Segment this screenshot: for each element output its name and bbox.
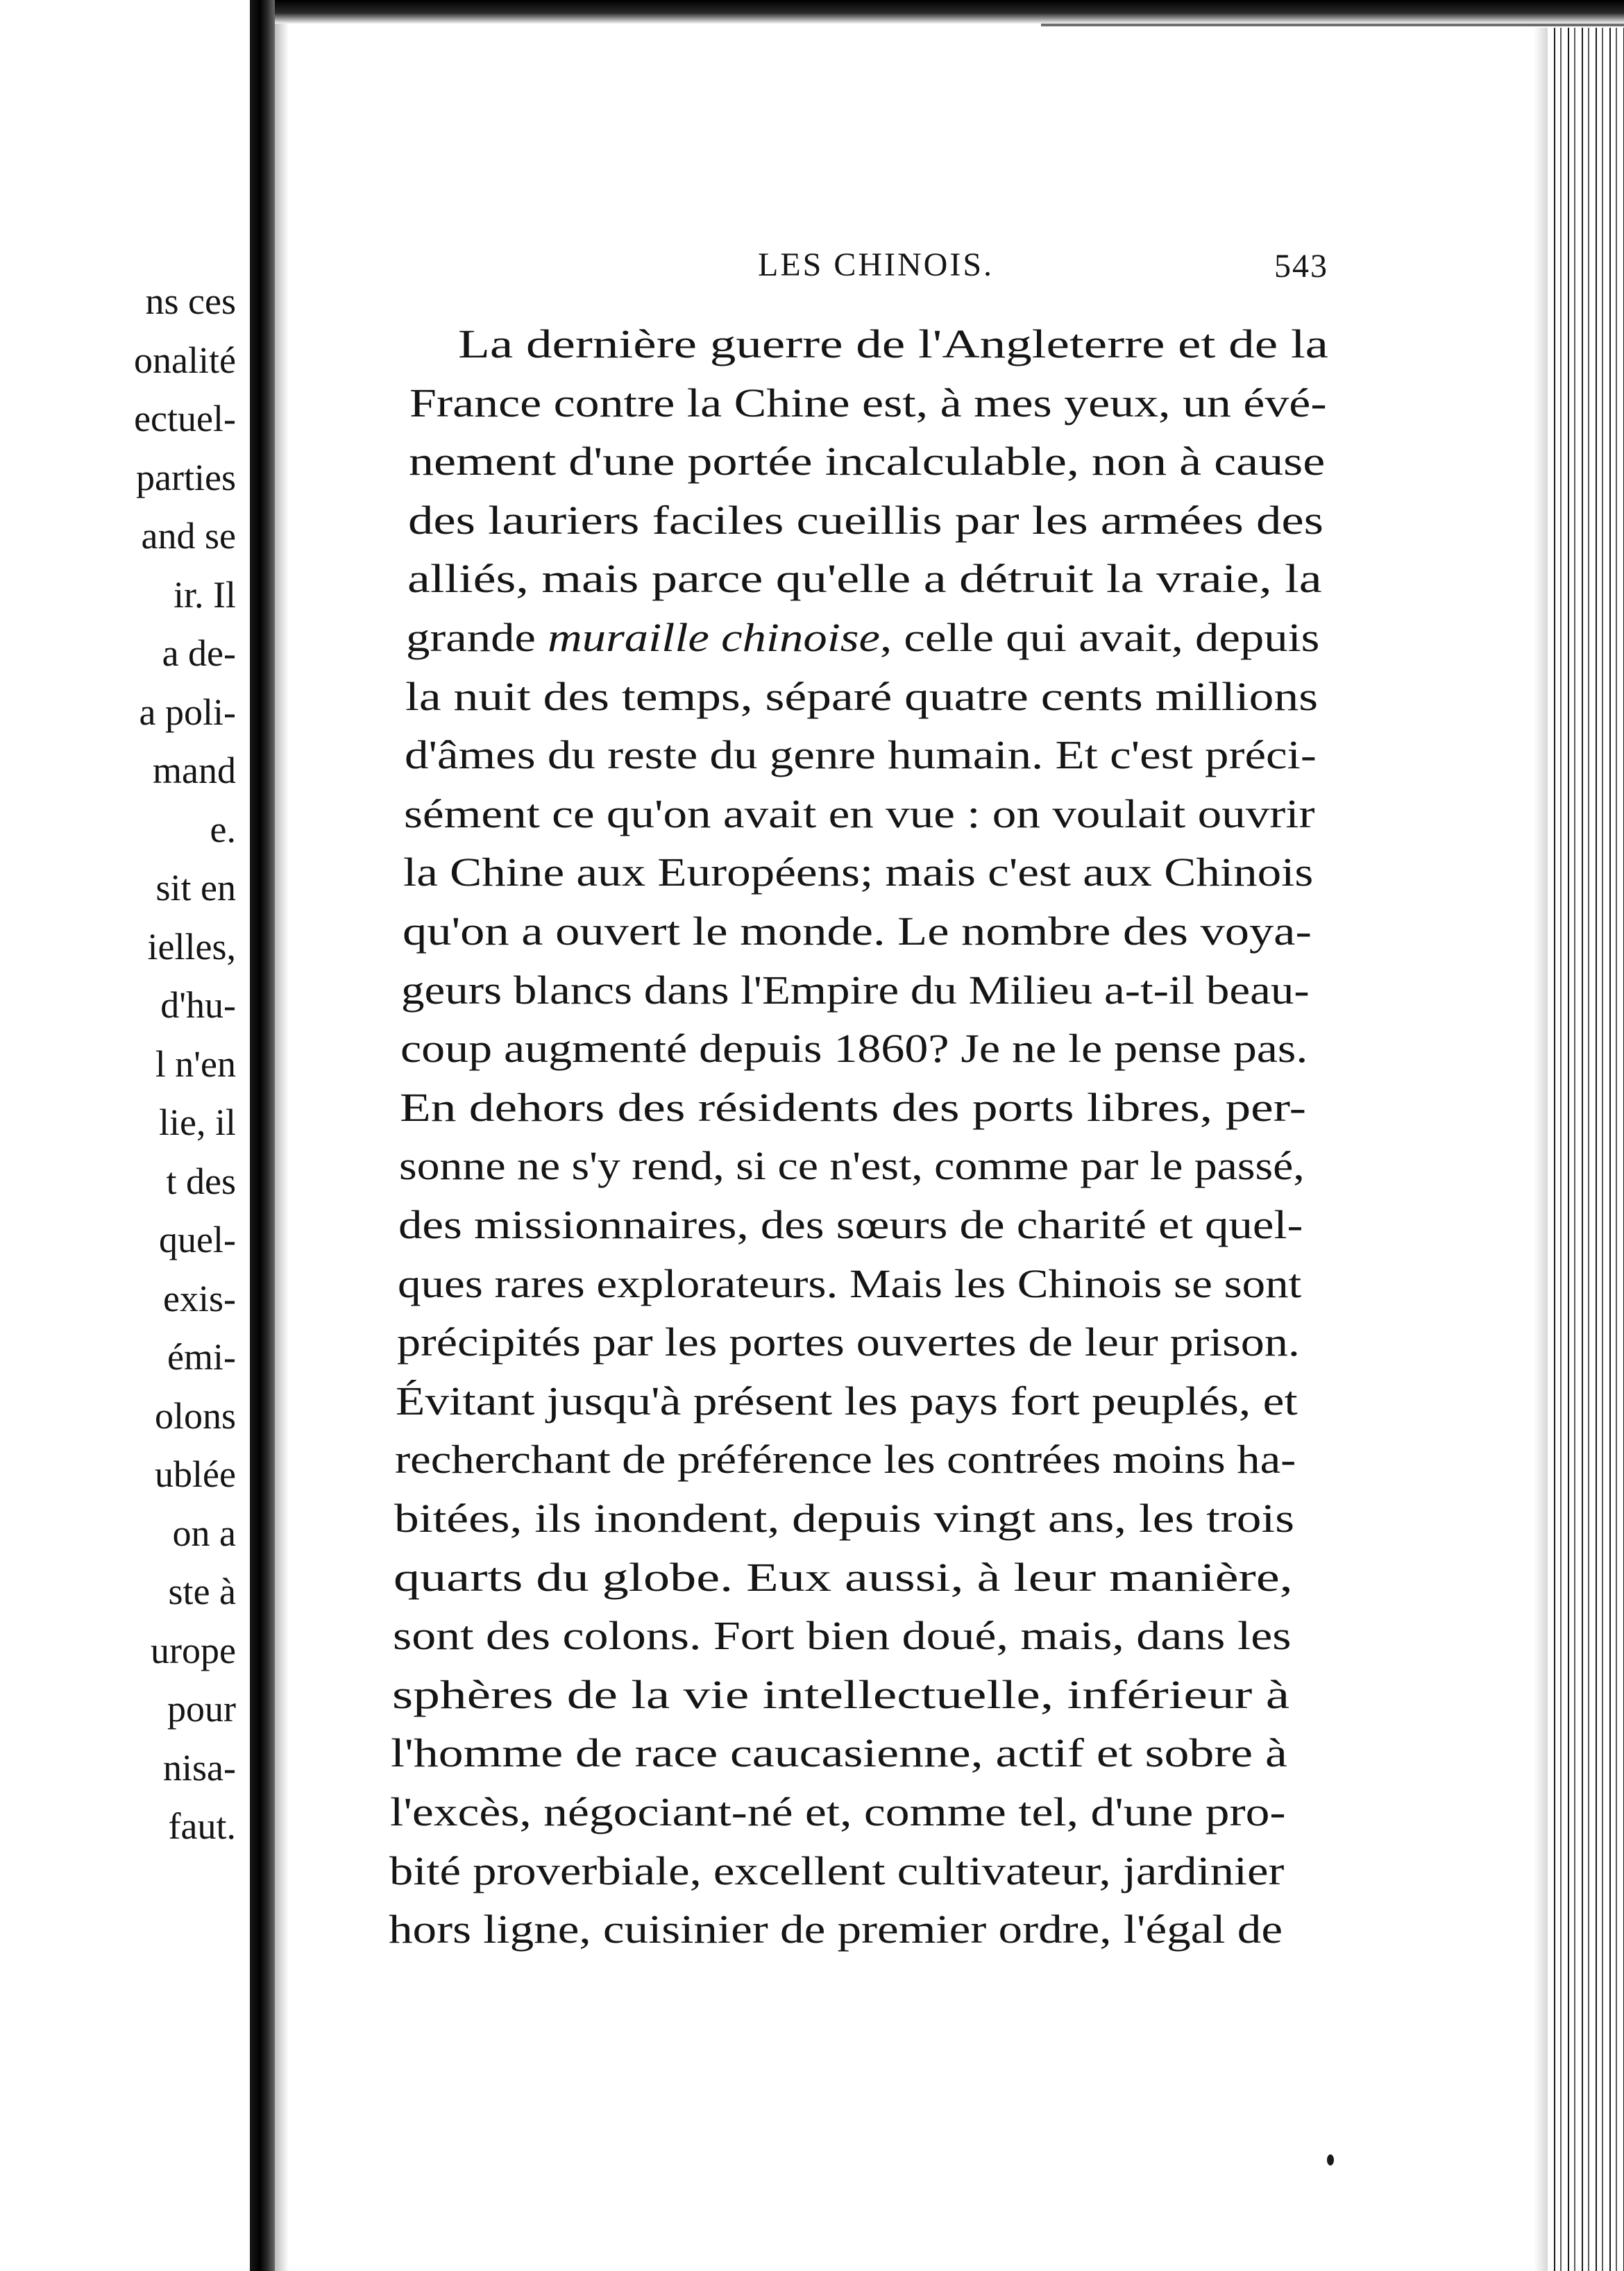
body-line (405, 668, 1346, 726)
body-line-text: sont des colons. Fort bien doué, mais, dans les (392, 1613, 1292, 1659)
page-stack-edges (1548, 28, 1624, 2271)
left-page-line-text: quel- (159, 1219, 236, 1260)
left-page-line-text: exis- (163, 1277, 236, 1319)
book-gutter (250, 0, 275, 2271)
left-page-line-text: t des (166, 1160, 236, 1202)
body-line (398, 1196, 1330, 1254)
body-line (409, 374, 1355, 432)
body-line (458, 315, 1356, 373)
left-page-line-text: ns ces (145, 280, 236, 322)
body-line-text: recherchant de préférence les contrées moins ha- (395, 1437, 1296, 1483)
body-line-text: nement d'une portée incalculable, non à cause (408, 439, 1326, 484)
left-page-line-text: a de- (162, 632, 236, 674)
left-page-line-text: on a (172, 1512, 236, 1554)
right-page (289, 28, 1534, 2271)
body-line (400, 1020, 1335, 1078)
left-page-line-text: ielles, (147, 925, 236, 968)
body-line (394, 1548, 1321, 1607)
body-line-text: d'âmes du reste du genre humain. Et c'est préci- (405, 732, 1317, 778)
left-page-line-text: urope (151, 1629, 236, 1671)
body-line (409, 432, 1353, 491)
body-line-text: la nuit des temps, séparé quatre cents millions (405, 673, 1319, 719)
left-page-line-text: pour (167, 1688, 236, 1730)
left-page-line-text: olons (154, 1394, 236, 1437)
body-line-text-before: grande (406, 615, 548, 660)
body-line (404, 785, 1343, 843)
body-line-text: hors ligne, cuisinier de premier ordre, l'égal de (389, 1907, 1283, 1952)
left-page-line-text: d'hu- (160, 984, 236, 1026)
left-page-line-text: ste à (168, 1571, 236, 1612)
body-line-text: France contre la Chine est, à mes yeux, un évé- (409, 380, 1327, 425)
left-page-text (0, 272, 236, 1856)
body-line (393, 1607, 1319, 1665)
body-line (399, 1137, 1333, 1195)
body-line-text: sphères de la vie intellectuelle, inférieur à (391, 1671, 1289, 1717)
left-page-line-text: mand (153, 750, 236, 791)
body-line-text: bitées, ils inondent, depuis vingt ans, les trois (394, 1496, 1295, 1541)
left-page-line-text: parties (136, 456, 236, 498)
body-line (400, 1079, 1334, 1137)
body-line (395, 1430, 1323, 1489)
page-top-edge (275, 0, 1624, 24)
body-line-text: sonne ne s'y rend, si ce n'est, comme par le passé, (399, 1143, 1305, 1189)
body-line-text: coup augmenté depuis 1860? Je ne le pense pas. (400, 1026, 1308, 1072)
body-line (389, 1900, 1310, 1959)
running-head: LES CHINOIS. (758, 246, 995, 283)
body-line-text: alliés, mais parce qu'elle a détruit la vraie, la (407, 556, 1322, 602)
page-number: 543 (1274, 248, 1328, 285)
body-line-text: sément ce qu'on avait en vue : on voulait ouvrir (403, 791, 1315, 836)
body-line (401, 961, 1337, 1020)
body-line (407, 550, 1350, 608)
body-line (394, 1489, 1322, 1548)
ink-speck (1327, 2154, 1334, 2166)
left-page-line-text: and se (141, 515, 236, 557)
body-line-text: précipités par les portes ouvertes de leur prison. (396, 1319, 1300, 1365)
body-line-text-after: , celle qui avait, depuis (880, 615, 1320, 660)
body-line (391, 1724, 1315, 1782)
body-line-text: la Chine aux Européens; mais c'est aux Chinois (403, 850, 1314, 895)
left-page-line-text: l n'en (155, 1042, 236, 1085)
body-line (403, 902, 1339, 961)
left-page-line-text: ectuel- (134, 398, 236, 439)
body-line-text: quarts du globe. Eux aussi, à leur manière, (393, 1554, 1293, 1600)
body-line-text: des missionnaires, des sœurs de charité et quel- (398, 1202, 1303, 1247)
page-stack-shadow (1534, 28, 1548, 2271)
body-line-text: En dehors des résidents des ports libres, per- (400, 1084, 1307, 1130)
body-line (405, 726, 1344, 784)
left-page-line-text: onalité (134, 339, 236, 381)
body-line (408, 491, 1351, 550)
body-line (392, 1666, 1317, 1724)
left-page-line-text: faut. (168, 1805, 236, 1847)
page-top-edge-line (1041, 24, 1624, 26)
body-line-text (406, 609, 1319, 667)
left-page-line-text: e. (210, 808, 236, 850)
gutter-shadow (275, 0, 289, 2271)
left-page-fragment (0, 0, 250, 2271)
body-line (398, 1255, 1329, 1313)
left-page-line-text: ublée (155, 1453, 236, 1495)
body-line (403, 843, 1341, 902)
body-line-text: l'homme de race caucasienne, actif et sobre à (391, 1730, 1288, 1776)
body-line-text: Évitant jusqu'à présent les pays fort peuplés, et (396, 1378, 1299, 1424)
body-line-text: des lauriers faciles cueillis par les armées des (407, 497, 1323, 543)
left-page-line-text: émi- (167, 1336, 236, 1378)
body-line-text: La dernière guerre de l'Angleterre et de la (458, 321, 1329, 366)
left-page-line-text: ir. Il (174, 573, 236, 616)
body-line-text: qu'on a ouvert le monde. Le nombre des voya- (402, 909, 1312, 954)
body-line-text: l'excès, négociant-né et, comme tel, d'une pro- (390, 1789, 1286, 1834)
body-line-text: geurs blancs dans l'Empire du Milieu a-t-il beau- (401, 967, 1310, 1013)
body-line (397, 1313, 1328, 1371)
body-line-text: bité proverbiale, excellent cultivateur, jardinier (389, 1848, 1285, 1893)
body-line (390, 1783, 1314, 1841)
body-line-text: ques rares explorateurs. Mais les Chinois se sont (397, 1260, 1301, 1306)
left-page-line-text: sit en (155, 867, 236, 909)
left-page-line-text: lie, il (159, 1101, 236, 1143)
left-page-line-text: nisa- (163, 1746, 236, 1789)
italic-phrase: muraille chinoise (548, 615, 881, 660)
body-line (396, 1372, 1326, 1430)
body-line (406, 609, 1347, 667)
left-page-line-text: a poli- (139, 691, 236, 733)
body-line (389, 1842, 1312, 1900)
